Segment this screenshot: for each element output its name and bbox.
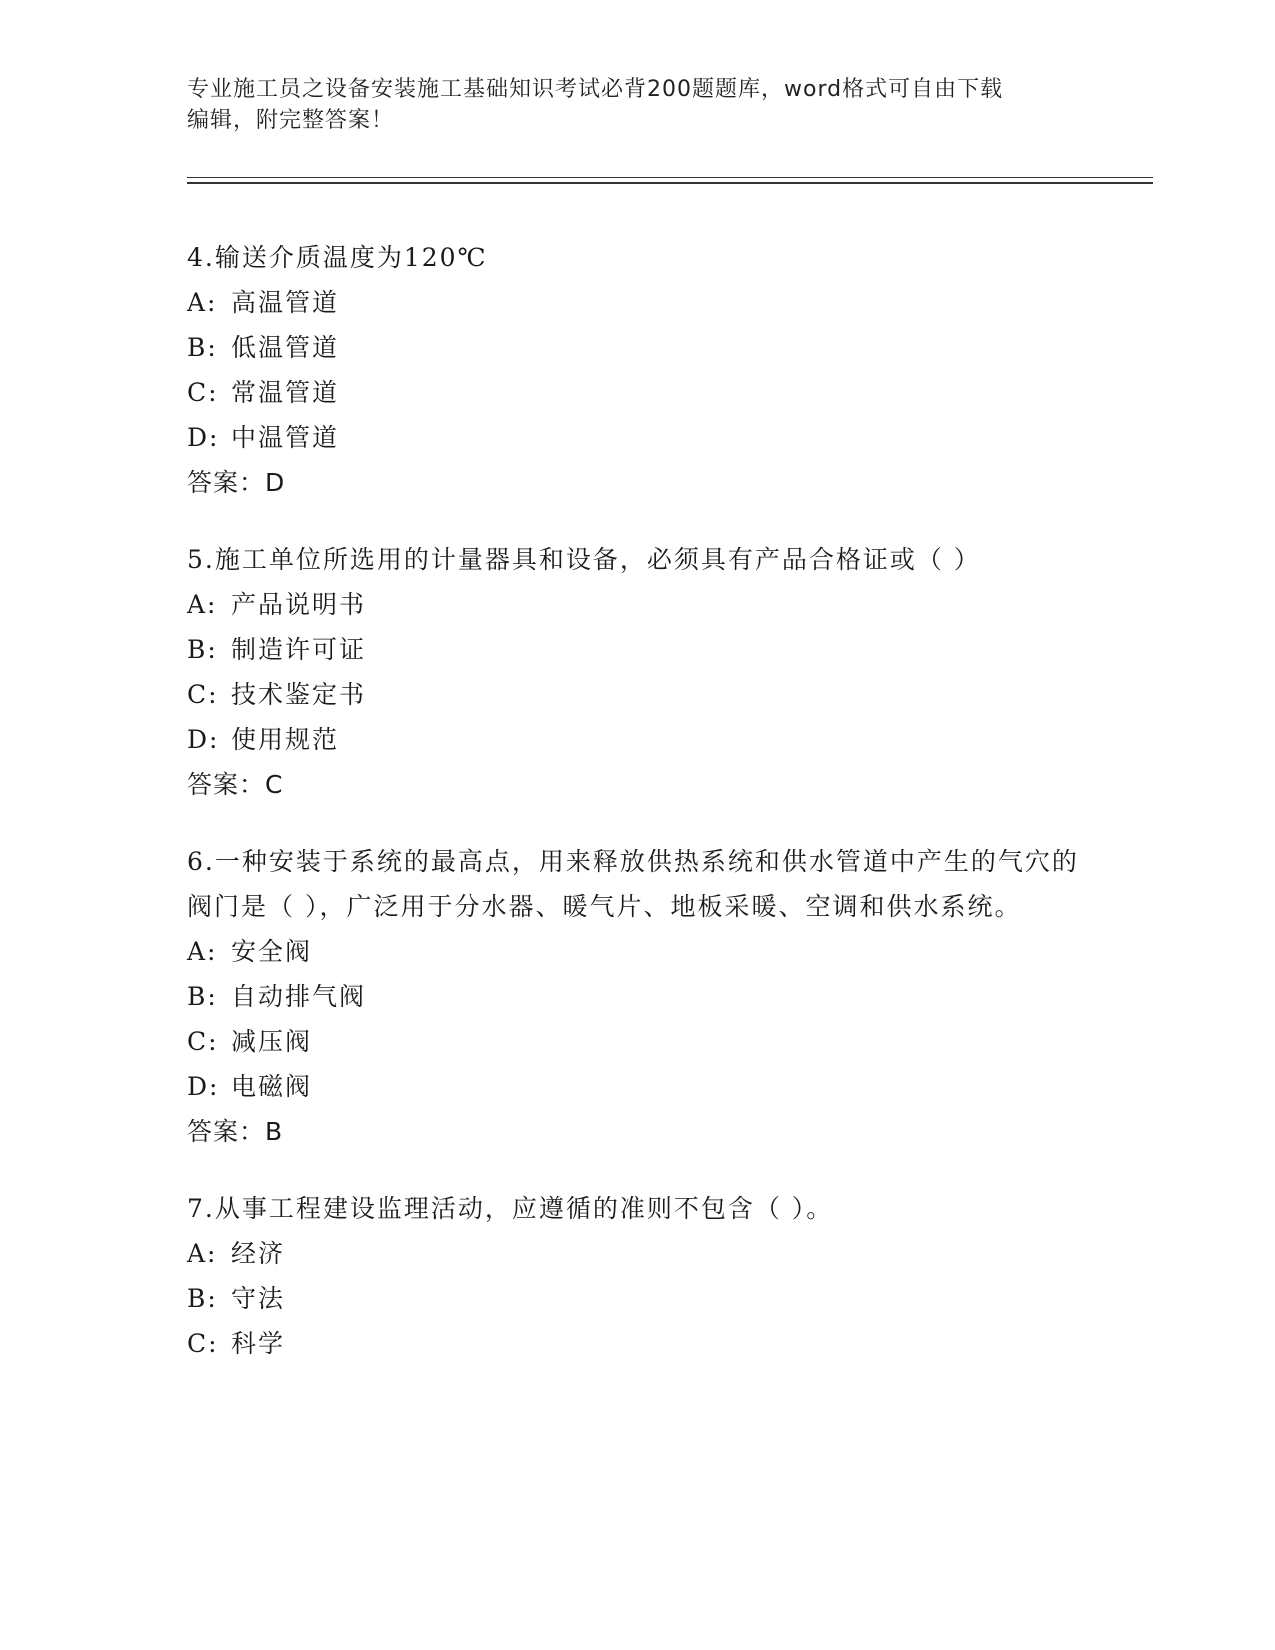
- option-letter: C:: [187, 378, 219, 407]
- option-text: 经济: [231, 1239, 286, 1268]
- option-letter: D:: [187, 725, 220, 754]
- answer-line: 答案：C: [187, 770, 284, 799]
- option-a: [187, 582, 1087, 627]
- question-stem: 6.一种安装于系统的最高点，用来释放供热系统和供水管道中产生的气穴的阀门是（ ），广泛用于分水器、暖气片、地板采暖、空调和供水系统。: [187, 847, 1079, 921]
- option-letter: D:: [187, 1072, 220, 1101]
- question-list: [187, 235, 1087, 1398]
- option-a: [187, 929, 1087, 974]
- option-c: [187, 370, 1087, 415]
- option-c: [187, 1321, 1087, 1366]
- option-text: 高温管道: [231, 288, 340, 317]
- option-text: 减压阀: [231, 1027, 313, 1056]
- option-b: [187, 1276, 1087, 1321]
- option-letter: A:: [187, 937, 218, 966]
- question-stem: 5.施工单位所选用的计量器具和设备，必须具有产品合格证或（ ）: [187, 545, 981, 574]
- option-d: [187, 717, 1087, 762]
- header-title-line-2: 编辑，附完整答案！: [187, 108, 395, 133]
- option-c: [187, 672, 1087, 717]
- option-text: 守法: [231, 1284, 286, 1313]
- option-b: [187, 627, 1087, 672]
- option-text: 中温管道: [231, 423, 340, 452]
- question-5: [187, 537, 1087, 807]
- header-divider-thick: [187, 182, 1153, 184]
- option-letter: A:: [187, 1239, 218, 1268]
- option-d: [187, 415, 1087, 460]
- question-4: [187, 235, 1087, 505]
- question-stem: 4.输送介质温度为120℃: [187, 243, 488, 272]
- option-text: 技术鉴定书: [231, 680, 367, 709]
- option-text: 产品说明书: [231, 590, 367, 619]
- answer-line: 答案：B: [187, 1117, 284, 1146]
- option-letter: C:: [187, 1329, 219, 1358]
- header-divider-thin: [187, 177, 1153, 178]
- option-a: [187, 280, 1087, 325]
- question-6: [187, 839, 1087, 1154]
- option-letter: C:: [187, 680, 219, 709]
- option-letter: A:: [187, 590, 218, 619]
- option-letter: C:: [187, 1027, 219, 1056]
- option-d: [187, 1064, 1087, 1109]
- option-letter: B:: [187, 1284, 218, 1313]
- option-text: 自动排气阀: [231, 982, 367, 1011]
- answer-line: 答案：D: [187, 468, 286, 497]
- option-letter: B:: [187, 982, 218, 1011]
- option-text: 制造许可证: [231, 635, 367, 664]
- document-header: [187, 74, 1067, 136]
- option-letter: B:: [187, 635, 218, 664]
- option-b: [187, 974, 1087, 1019]
- option-text: 使用规范: [231, 725, 340, 754]
- question-7: [187, 1186, 1087, 1366]
- option-c: [187, 1019, 1087, 1064]
- question-stem: 7.从事工程建设监理活动，应遵循的准则不包含（ ）。: [187, 1194, 834, 1223]
- option-letter: D:: [187, 423, 220, 452]
- option-text: 电磁阀: [231, 1072, 313, 1101]
- option-text: 低温管道: [231, 333, 340, 362]
- option-letter: A:: [187, 288, 218, 317]
- header-title-line-1: 专业施工员之设备安装施工基础知识考试必背200题题库，word格式可自由下载: [187, 77, 1004, 102]
- option-b: [187, 325, 1087, 370]
- option-letter: B:: [187, 333, 218, 362]
- option-text: 科学: [231, 1329, 286, 1358]
- option-a: [187, 1231, 1087, 1276]
- option-text: 安全阀: [231, 937, 313, 966]
- option-text: 常温管道: [231, 378, 340, 407]
